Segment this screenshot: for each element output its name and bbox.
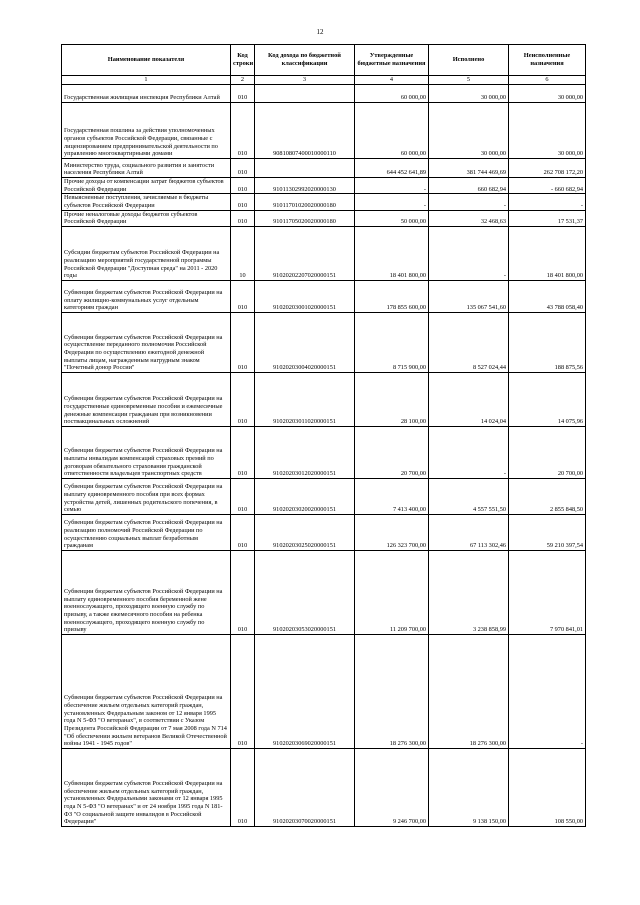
cell-name: Прочие неналоговые доходы бюджетов субъектов Российской Федерации — [62, 210, 231, 226]
cell-line-code: 010 — [231, 427, 255, 479]
cell-approved: 7 413 400,00 — [355, 479, 429, 515]
cell-approved: - — [355, 194, 429, 210]
cell-executed: 135 067 541,60 — [429, 281, 509, 313]
cell-name: Субвенции бюджетам субъектов Российской Федерации на выплату единовременного пособия беременной жене военнослужащего, проходящего военную службу по призыву, а также ежемесячного пособия на ребенка военнослужащего, проходящего военную службу по призыву — [62, 551, 231, 635]
cell-name: Субвенции бюджетам субъектов Российской Федерации на выплату единовременного пособия при всех формах устройства детей, лишенных родительского попечения, в семью — [62, 479, 231, 515]
cell-revenue-code: 91020203001020000151 — [255, 281, 355, 313]
header-indicator-name: Наименование показателя — [62, 45, 231, 76]
cell-executed: 67 113 302,46 — [429, 515, 509, 551]
cell-line-code: 010 — [231, 103, 255, 159]
cell-revenue-code: 91020202207020000151 — [255, 227, 355, 281]
col-number: 5 — [429, 76, 509, 85]
cell-unexecuted: 43 788 058,40 — [509, 281, 586, 313]
cell-executed: - — [429, 227, 509, 281]
table-row — [62, 159, 586, 178]
cell-executed: 4 557 551,50 — [429, 479, 509, 515]
table-row — [62, 227, 586, 281]
cell-line-code: 010 — [231, 313, 255, 373]
header-executed: Исполнено — [429, 45, 509, 76]
cell-revenue-code: 91011705020020000180 — [255, 210, 355, 226]
cell-line-code: 010 — [231, 515, 255, 551]
cell-unexecuted: 18 401 800,00 — [509, 227, 586, 281]
header-approved: Утвержденные бюджетные назначения — [355, 45, 429, 76]
cell-revenue-code: 91020203069020000151 — [255, 635, 355, 749]
cell-line-code: 010 — [231, 178, 255, 194]
cell-approved: 18 401 800,00 — [355, 227, 429, 281]
table-row — [62, 515, 586, 551]
table-row — [62, 85, 586, 103]
cell-executed: 18 276 300,00 — [429, 635, 509, 749]
cell-unexecuted: 188 875,56 — [509, 313, 586, 373]
cell-line-code: 010 — [231, 551, 255, 635]
cell-line-code: 010 — [231, 635, 255, 749]
table-row — [62, 373, 586, 427]
header-revenue-code: Код дохода по бюджетной классификации — [255, 45, 355, 76]
table-header-row — [62, 45, 586, 76]
cell-executed: 9 138 150,00 — [429, 749, 509, 827]
cell-revenue-code: 91020203011020000151 — [255, 373, 355, 427]
cell-approved: 60 000,00 — [355, 103, 429, 159]
cell-name: Субвенции бюджетам субъектов Российской Федерации на обеспечение жильем отдельных категорий граждан, установленных Федеральным законом от 12 января 1995 года N 5-ФЗ "О ветеранах", в соответствии с Указом Президента Российской Федерации от 7 мая 2008 года N 714 "Об обеспечении жильем ветеранов Великой Отечественной войны 1941 - 1945 годов" — [62, 635, 231, 749]
table-row — [62, 551, 586, 635]
cell-approved: 644 452 641,89 — [355, 159, 429, 178]
cell-revenue-code: 90810807400010000110 — [255, 103, 355, 159]
cell-name: Субвенции бюджетам субъектов Российской Федерации на государственные единовременные пособия и ежемесячные денежные компенсации гражданам при возникновении поствакцинальных осложнений — [62, 373, 231, 427]
cell-revenue-code — [255, 85, 355, 103]
header-line-code: Код строки — [231, 45, 255, 76]
cell-executed: 14 024,04 — [429, 373, 509, 427]
page-number: 12 — [316, 28, 324, 36]
cell-approved: - — [355, 178, 429, 194]
cell-executed: - — [429, 194, 509, 210]
table-row — [62, 479, 586, 515]
cell-line-code: 010 — [231, 85, 255, 103]
table-row — [62, 103, 586, 159]
cell-unexecuted: 30 000,00 — [509, 85, 586, 103]
cell-approved: 20 700,00 — [355, 427, 429, 479]
cell-approved: 11 209 700,00 — [355, 551, 429, 635]
cell-executed: - — [429, 427, 509, 479]
cell-line-code: 010 — [231, 194, 255, 210]
cell-approved: 60 000,00 — [355, 85, 429, 103]
cell-line-code: 010 — [231, 373, 255, 427]
cell-revenue-code: 91020203053020000151 — [255, 551, 355, 635]
col-number: 3 — [255, 76, 355, 85]
cell-revenue-code — [255, 159, 355, 178]
cell-approved: 178 855 600,00 — [355, 281, 429, 313]
cell-name: Невыясненные поступления, зачисляемые в бюджеты субъектов Российской Федерации — [62, 194, 231, 210]
cell-revenue-code: 91020203012020000151 — [255, 427, 355, 479]
cell-unexecuted: 7 970 841,01 — [509, 551, 586, 635]
cell-line-code: 010 — [231, 749, 255, 827]
table-row — [62, 281, 586, 313]
cell-approved: 9 246 700,00 — [355, 749, 429, 827]
cell-name: Субвенции бюджетам субъектов Российской Федерации на выплаты инвалидам компенсаций страховых премий по договорам обязательного страхования гражданской ответственности владельцев транспортных средств — [62, 427, 231, 479]
cell-executed: 660 682,94 — [429, 178, 509, 194]
cell-line-code: 010 — [231, 210, 255, 226]
col-number: 1 — [62, 76, 231, 85]
table-row — [62, 427, 586, 479]
cell-unexecuted: 30 000,00 — [509, 103, 586, 159]
cell-name: Министерство труда, социального развития и занятости населения Республики Алтай — [62, 159, 231, 178]
table-row — [62, 178, 586, 194]
cell-revenue-code: 91020203004020000151 — [255, 313, 355, 373]
cell-name: Субвенции бюджетам субъектов Российской Федерации на реализацию полномочий Российской Федерации по осуществлению социальных выплат безработным гражданам — [62, 515, 231, 551]
cell-revenue-code: 91011701020020000180 — [255, 194, 355, 210]
cell-name: Государственная жилищная инспекция Республики Алтай — [62, 85, 231, 103]
cell-name: Субсидии бюджетам субъектов Российской Федерации на реализацию мероприятий государственной программы Российской Федерации "Доступная среда" на 2011 - 2020 годы — [62, 227, 231, 281]
cell-unexecuted: 20 700,00 — [509, 427, 586, 479]
revenue-table — [61, 44, 586, 827]
table-row — [62, 313, 586, 373]
cell-approved: 50 000,00 — [355, 210, 429, 226]
col-number: 6 — [509, 76, 586, 85]
cell-executed: 381 744 469,69 — [429, 159, 509, 178]
header-unexecuted: Неисполненные назначения — [509, 45, 586, 76]
cell-unexecuted: - — [509, 194, 586, 210]
cell-unexecuted: 59 210 397,54 — [509, 515, 586, 551]
cell-revenue-code: 91020203020020000151 — [255, 479, 355, 515]
table-row — [62, 194, 586, 210]
cell-approved: 8 715 900,00 — [355, 313, 429, 373]
cell-unexecuted: 14 075,96 — [509, 373, 586, 427]
cell-unexecuted: 108 550,00 — [509, 749, 586, 827]
cell-line-code: 10 — [231, 227, 255, 281]
column-numbers-row — [62, 76, 586, 85]
cell-unexecuted: - — [509, 635, 586, 749]
cell-unexecuted: - 660 682,94 — [509, 178, 586, 194]
cell-name: Государственная пошлина за действия уполномоченных органов субъектов Российской Федерации, связанные с лицензированием предпринимательской деятельности по управлению многоквартирными домами — [62, 103, 231, 159]
cell-approved: 126 323 700,00 — [355, 515, 429, 551]
cell-name: Субвенции бюджетам субъектов Российской Федерации на обеспечение жильем отдельных категорий граждан, установленных Федеральными законами от 12 января 1995 года N 5-ФЗ "О ветеранах" и от 24 ноября 1995 года N 181-ФЗ "О социальной защите инвалидов в Российской Федерации" — [62, 749, 231, 827]
cell-name: Субвенции бюджетам субъектов Российской Федерации на осуществление переданного полномочия Российской Федерации по осуществлению ежегодной денежной выплаты лицам, награжденным нагрудным знаком "Почетный донор России" — [62, 313, 231, 373]
cell-executed: 30 000,00 — [429, 85, 509, 103]
cell-approved: 28 100,00 — [355, 373, 429, 427]
cell-unexecuted: 2 855 848,50 — [509, 479, 586, 515]
cell-unexecuted: 262 708 172,20 — [509, 159, 586, 178]
cell-revenue-code: 91011302992020000130 — [255, 178, 355, 194]
cell-name: Прочие доходы от компенсации затрат бюджетов субъектов Российской Федерации — [62, 178, 231, 194]
cell-line-code: 010 — [231, 281, 255, 313]
cell-approved: 18 276 300,00 — [355, 635, 429, 749]
cell-revenue-code: 91020203025020000151 — [255, 515, 355, 551]
table-row — [62, 635, 586, 749]
cell-executed: 30 000,00 — [429, 103, 509, 159]
cell-executed: 32 468,63 — [429, 210, 509, 226]
cell-name: Субвенции бюджетам субъектов Российской Федерации на оплату жилищно-коммунальных услуг отдельным категориям граждан — [62, 281, 231, 313]
cell-line-code: 010 — [231, 479, 255, 515]
col-number: 4 — [355, 76, 429, 85]
col-number: 2 — [231, 76, 255, 85]
cell-executed: 8 527 024,44 — [429, 313, 509, 373]
cell-executed: 3 238 858,99 — [429, 551, 509, 635]
table-row — [62, 210, 586, 226]
cell-line-code: 010 — [231, 159, 255, 178]
cell-revenue-code: 91020203070020000151 — [255, 749, 355, 827]
cell-unexecuted: 17 531,37 — [509, 210, 586, 226]
table-row — [62, 749, 586, 827]
